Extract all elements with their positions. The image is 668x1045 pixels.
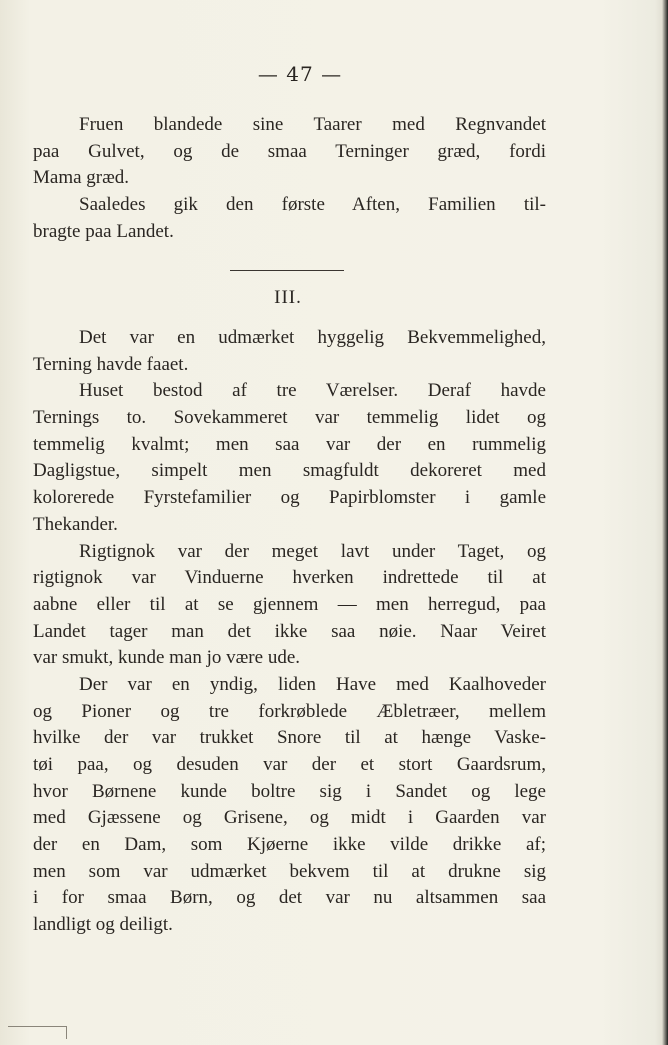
text-line: landligt og deiligt.	[33, 914, 173, 936]
text-line: Fruen blandede sine Taarer med Regnvandet	[79, 114, 546, 135]
text-line: Saaledes gik den første Aften, Familien til-	[79, 194, 546, 216]
text-line: og Pioner og tre forkrøblede Æbletræer, mellem	[33, 700, 546, 722]
page-number: — 47 —	[257, 62, 343, 86]
text-line: Landet tager man det ikke saa nøie. Naar Veiret	[33, 620, 546, 642]
text-line: tøi paa, og desuden var der et stort Gaardsrum,	[33, 754, 546, 775]
scan-corner-mark	[8, 1026, 67, 1039]
text-line: var smukt, kunde man jo være ude.	[33, 647, 301, 669]
text-line: paa Gulvet, og de smaa Terninger græd, fordi	[33, 140, 546, 162]
text-line: rigtignok var Vinduerne hverken indrettede til at	[33, 567, 546, 589]
text-line: Huset bestod af tre Værelser. Deraf havde	[79, 380, 546, 402]
text-line: Det var en udmærket hyggelig Bekvemmelighed,	[79, 327, 546, 348]
text-line: aabne eller til at se gjennem — men herregud, paa	[33, 593, 546, 615]
text-line: hvilke der var trukket Snore til at hænge Vaske-	[33, 727, 546, 749]
text-line: Der var en yndig, liden Have med Kaalhoveder	[79, 673, 546, 695]
page-edge-shadow	[662, 0, 668, 1045]
text-line: med Gjæssene og Grisene, og midt i Gaarden var	[33, 807, 546, 829]
text-line: der en Dam, som Kjøerne ikke vilde drikke af;	[33, 834, 546, 856]
section-heading: III.	[274, 287, 302, 308]
text-line: hvor Børnene kunde boltre sig i Sandet og lege	[33, 780, 546, 802]
section-divider	[230, 270, 344, 271]
text-line: Rigtignok var der meget lavt under Taget, og	[79, 540, 546, 562]
text-line: i for smaa Børn, og det var nu altsammen saa	[33, 887, 546, 909]
text-line: Dagligstue, simpelt men smagfuldt dekoreret med	[33, 460, 546, 482]
text-line: temmelig kvalmt; men saa var der en rummelig	[33, 433, 546, 455]
text-line: Ternings to. Sovekammeret var temmelig lidet og	[33, 407, 546, 429]
paragraph-block-2	[33, 325, 546, 939]
paragraph-block-1	[33, 112, 546, 245]
text-line: kolorerede Fyrstefamilier og Papirblomster i gamle	[33, 487, 546, 509]
text-line: Mama græd.	[33, 167, 130, 189]
text-line: Terning havde faaet.	[33, 353, 189, 375]
text-line: Thekander.	[33, 513, 118, 535]
text-line: men som var udmærket bekvem til at drukne sig	[33, 860, 546, 882]
text-line: bragte paa Landet.	[33, 220, 174, 242]
